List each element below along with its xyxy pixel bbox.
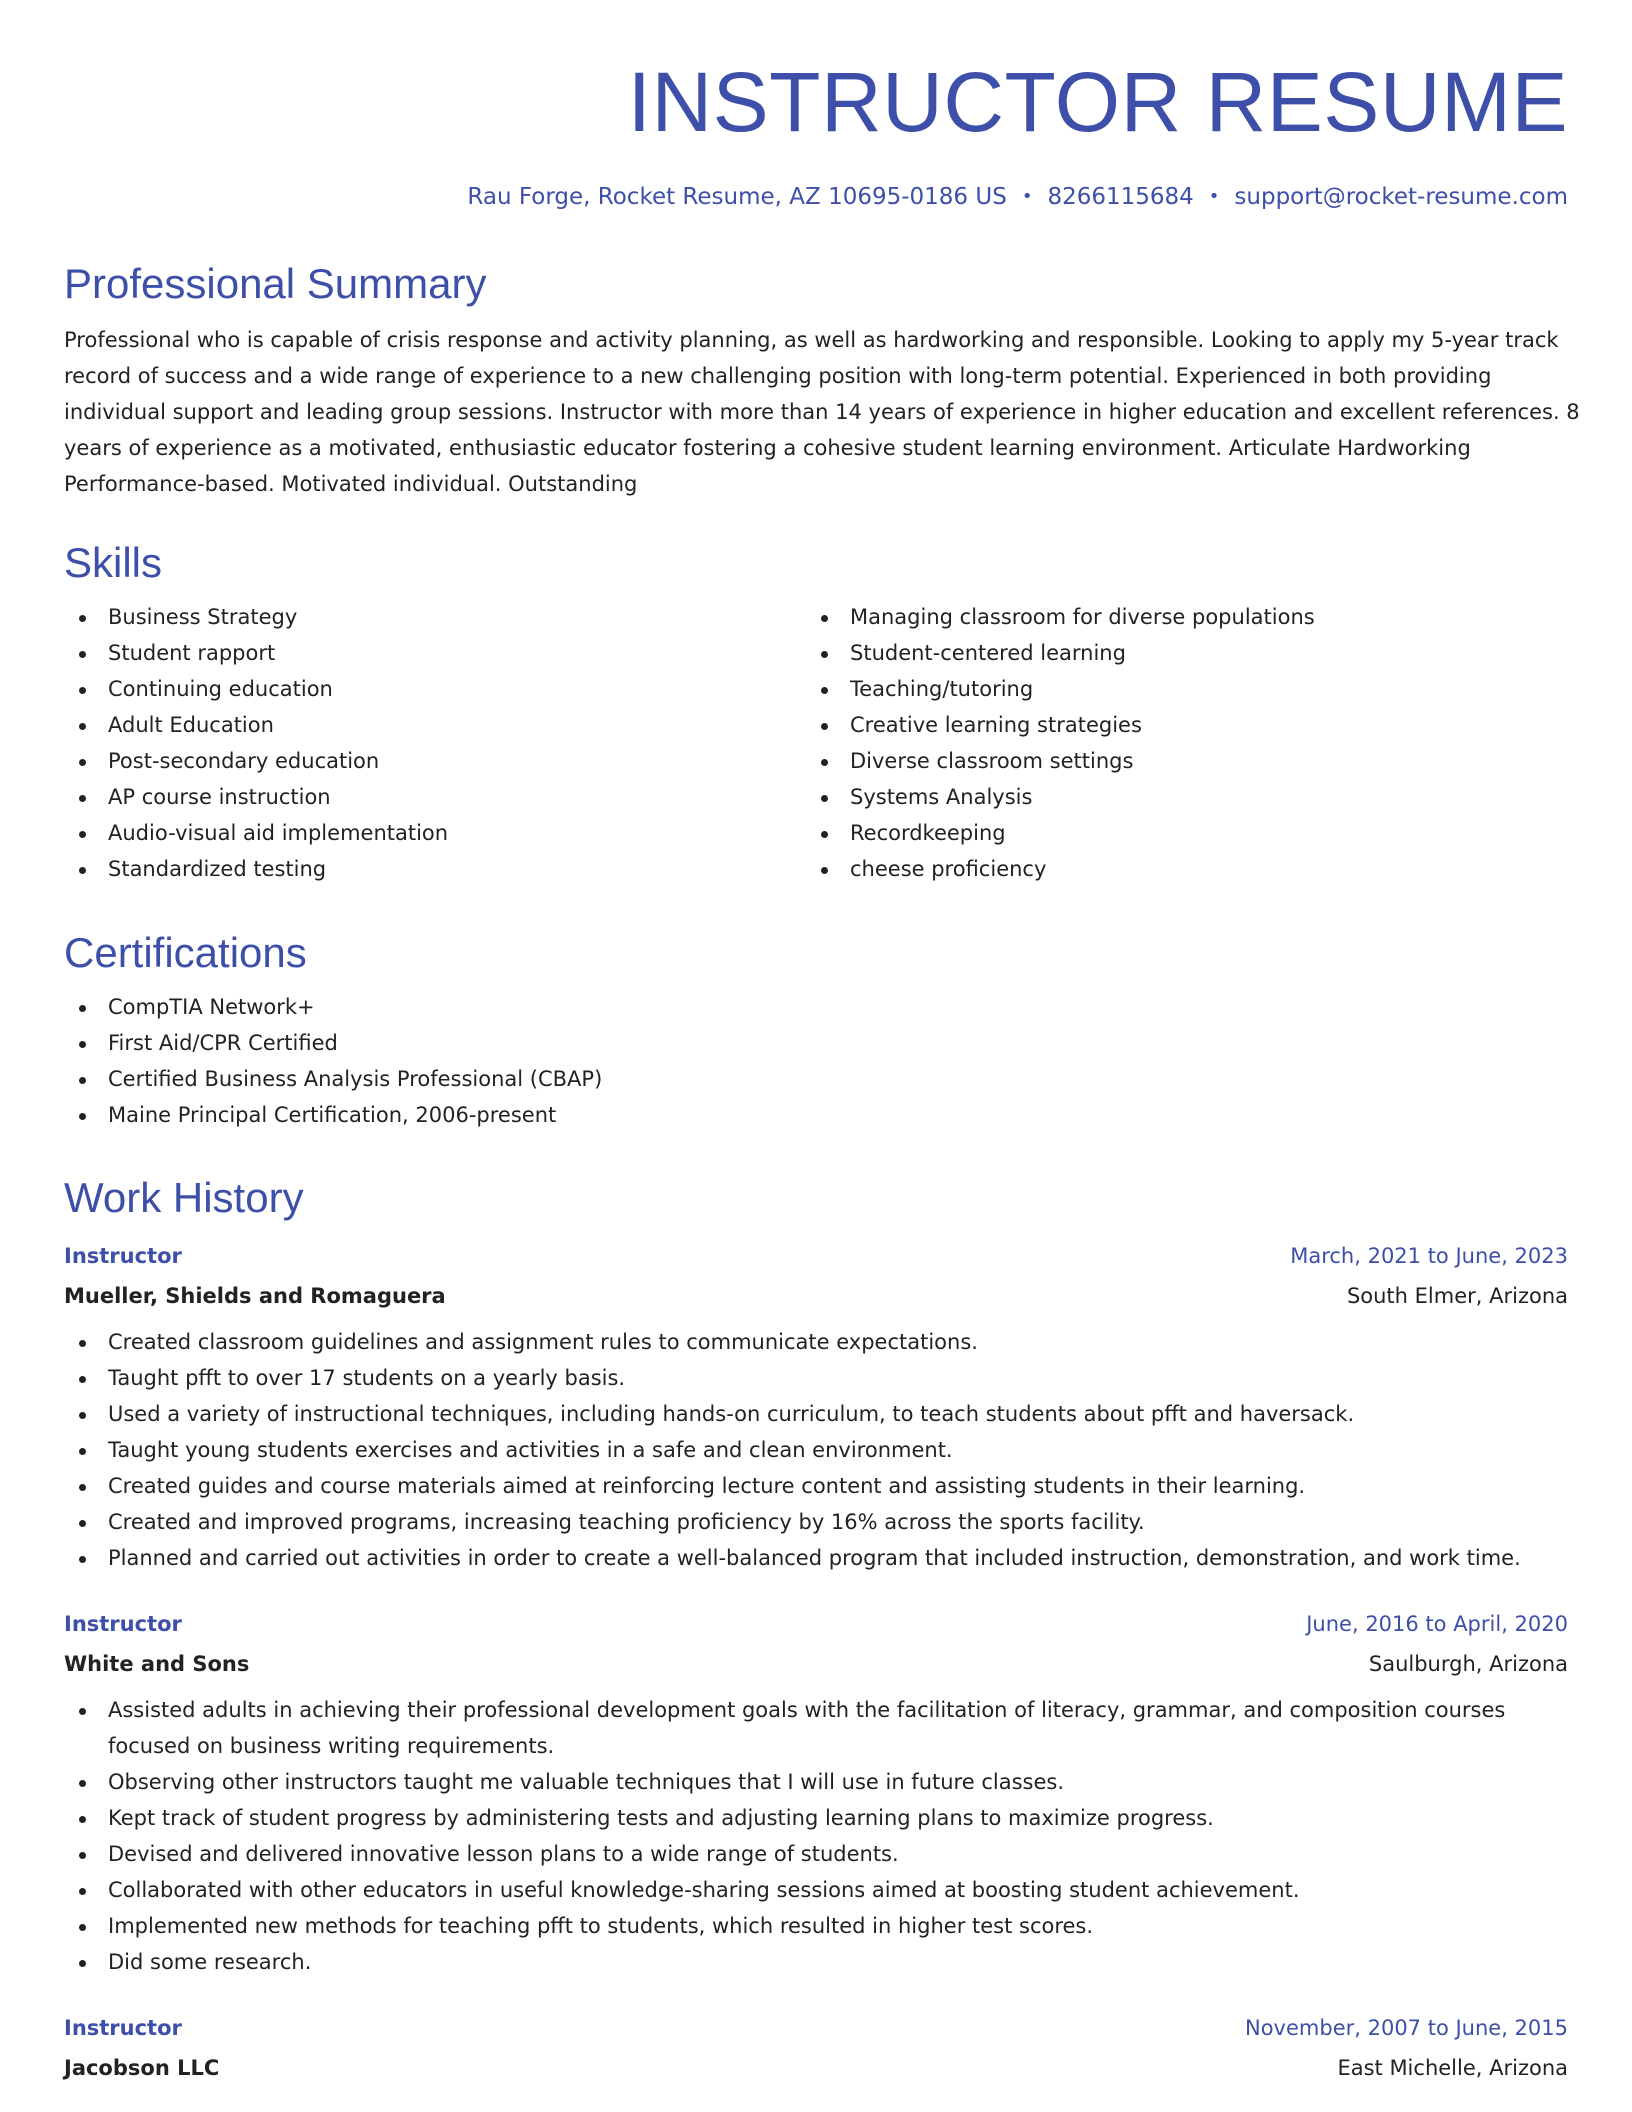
job-bullets — [64, 1692, 1568, 1980]
job-location: South Elmer, Arizona — [1346, 1284, 1568, 1308]
bullet-dot — [79, 1005, 86, 1012]
job-bullet: Assisted adults in achieving their professional development goals with the facilitation of literacy, grammar, and composition courses focused on business writing requirements. — [64, 1692, 1568, 1764]
skills-list-right — [806, 599, 1548, 887]
summary-heading: Professional Summary — [64, 260, 487, 307]
bullet-dot — [79, 723, 86, 730]
job-header-row — [64, 2008, 1568, 2048]
job-entry — [64, 2008, 1568, 2088]
skill-item: Managing classroom for diverse populations — [806, 599, 1548, 635]
job-location: East Michelle, Arizona — [1337, 2056, 1568, 2080]
skill-item: Post-secondary education — [64, 743, 806, 779]
skill-item: cheese proficiency — [806, 851, 1548, 887]
job-bullet: Did some research. — [64, 1944, 1568, 1980]
job-header-row — [64, 1236, 1568, 1276]
bullet-dot — [79, 687, 86, 694]
job-company-row — [64, 2048, 1568, 2088]
bullet-dot — [79, 651, 86, 658]
certification-item: First Aid/CPR Certified — [64, 1025, 1568, 1061]
summary-section — [64, 256, 1580, 502]
job-header-row — [64, 1604, 1568, 1644]
job-bullet: Created and improved programs, increasing teaching proficiency by 16% across the sports facility. — [64, 1504, 1568, 1540]
job-dates: March, 2021 to June, 2023 — [1290, 1244, 1568, 1268]
bullet-dot — [821, 867, 828, 874]
job-title: Instructor — [64, 1244, 182, 1268]
certification-item: Maine Principal Certification, 2006-present — [64, 1097, 1568, 1133]
bullet-dot — [79, 1448, 86, 1455]
bullet-dot — [79, 1340, 86, 1347]
bullet-dot — [79, 1924, 86, 1931]
bullet-dot — [79, 867, 86, 874]
bullet-dot — [79, 615, 86, 622]
skill-item: Continuing education — [64, 671, 806, 707]
job-title: Instructor — [64, 1612, 182, 1636]
contact-separator: • — [1208, 186, 1220, 207]
work-history-section — [64, 1170, 1568, 2088]
certifications-heading: Certifications — [64, 929, 307, 976]
job-company: Mueller, Shields and Romaguera — [64, 1284, 446, 1308]
bullet-dot — [79, 1960, 86, 1967]
bullet-dot — [79, 1041, 86, 1048]
skill-item: Recordkeeping — [806, 815, 1548, 851]
contact-line — [467, 180, 1568, 214]
bullet-dot — [79, 1412, 86, 1419]
job-bullet: Implemented new methods for teaching pfft to students, which resulted in higher test scores. — [64, 1908, 1568, 1944]
skill-item: Standardized testing — [64, 851, 806, 887]
bullet-dot — [79, 1888, 86, 1895]
bullet-dot — [79, 1780, 86, 1787]
job-bullets — [64, 1324, 1568, 1576]
job-bullet: Observing other instructors taught me valuable techniques that I will use in future classes. — [64, 1764, 1568, 1800]
job-bullet: Used a variety of instructional techniques, including hands-on curriculum, to teach students about pfft and haversack. — [64, 1396, 1568, 1432]
job-dates: November, 2007 to June, 2015 — [1245, 2016, 1568, 2040]
job-bullet: Devised and delivered innovative lesson plans to a wide range of students. — [64, 1836, 1568, 1872]
bullet-dot — [821, 723, 828, 730]
skill-item: Student-centered learning — [806, 635, 1548, 671]
bullet-dot — [79, 1113, 86, 1120]
bullet-dot — [79, 759, 86, 766]
skills-columns — [64, 599, 1568, 887]
job-bullet: Created guides and course materials aimed at reinforcing lecture content and assisting students in their learning. — [64, 1468, 1568, 1504]
job-entry — [64, 1236, 1568, 1576]
bullet-dot — [821, 651, 828, 658]
work-history-heading: Work History — [64, 1174, 304, 1221]
contact-separator: • — [1021, 186, 1033, 207]
bullet-dot — [79, 1077, 86, 1084]
bullet-dot — [821, 759, 828, 766]
job-company: Jacobson LLC — [64, 2056, 220, 2080]
job-location: Saulburgh, Arizona — [1368, 1652, 1568, 1676]
skill-item: Teaching/tutoring — [806, 671, 1548, 707]
certification-item: CompTIA Network+ — [64, 989, 1568, 1025]
job-company: White and Sons — [64, 1652, 250, 1676]
job-bullet: Collaborated with other educators in useful knowledge-sharing sessions aimed at boosting student achievement. — [64, 1872, 1568, 1908]
bullet-dot — [79, 1852, 86, 1859]
skill-item: Business Strategy — [64, 599, 806, 635]
skill-item: Student rapport — [64, 635, 806, 671]
certification-item: Certified Business Analysis Professional (CBAP) — [64, 1061, 1568, 1097]
skills-section — [64, 535, 1568, 887]
skill-item: Audio-visual aid implementation — [64, 815, 806, 851]
certifications-section — [64, 925, 1568, 1133]
bullet-dot — [79, 1484, 86, 1491]
bullet-dot — [821, 615, 828, 622]
job-company-row — [64, 1276, 1568, 1316]
skill-item: AP course instruction — [64, 779, 806, 815]
job-bullet: Taught pfft to over 17 students on a yearly basis. — [64, 1360, 1568, 1396]
bullet-dot — [821, 831, 828, 838]
skill-item: Adult Education — [64, 707, 806, 743]
resume-title: INSTRUCTOR RESUME — [627, 55, 1568, 149]
bullet-dot — [79, 1708, 86, 1715]
bullet-dot — [79, 1816, 86, 1823]
job-bullet: Planned and carried out activities in order to create a well-balanced program that included instruction, demonstration, and work time. — [64, 1540, 1568, 1576]
job-dates: June, 2016 to April, 2020 — [1306, 1612, 1568, 1636]
bullet-dot — [79, 1520, 86, 1527]
summary-text: Professional who is capable of crisis response and activity planning, as well as hardworking and responsible. Looking to apply my 5-year track record of success and a wide range of experience to a new challenging position with long-term potential. Experienced in both providing individual support and leading group sessions. Instructor with more than 14 years of experience in higher education and excellent references. 8 years of experience as a motivated, enthusiastic educator fostering a cohesive student learning environment. Articulate Hardworking Performance-based. Motivated individual. Outstanding — [64, 328, 1580, 496]
bullet-dot — [79, 795, 86, 802]
bullet-dot — [79, 1556, 86, 1563]
skill-item: Diverse classroom settings — [806, 743, 1548, 779]
bullet-dot — [79, 1376, 86, 1383]
bullet-dot — [79, 831, 86, 838]
bullet-dot — [821, 795, 828, 802]
skill-item: Systems Analysis — [806, 779, 1548, 815]
skills-list-left — [64, 599, 806, 887]
contact-email[interactable]: support@rocket-resume.com — [1234, 184, 1568, 210]
contact-address: Rau Forge, Rocket Resume, AZ 10695-0186 US — [467, 184, 1007, 210]
skills-heading: Skills — [64, 539, 163, 586]
job-entry — [64, 1604, 1568, 1980]
bullet-dot — [821, 687, 828, 694]
job-bullet: Taught young students exercises and activities in a safe and clean environment. — [64, 1432, 1568, 1468]
skill-item: Creative learning strategies — [806, 707, 1548, 743]
contact-phone: 8266115684 — [1047, 184, 1194, 210]
job-bullet: Created classroom guidelines and assignment rules to communicate expectations. — [64, 1324, 1568, 1360]
job-title: Instructor — [64, 2016, 182, 2040]
certifications-list — [64, 989, 1568, 1133]
job-company-row — [64, 1644, 1568, 1684]
job-bullet: Kept track of student progress by administering tests and adjusting learning plans to maximize progress. — [64, 1800, 1568, 1836]
